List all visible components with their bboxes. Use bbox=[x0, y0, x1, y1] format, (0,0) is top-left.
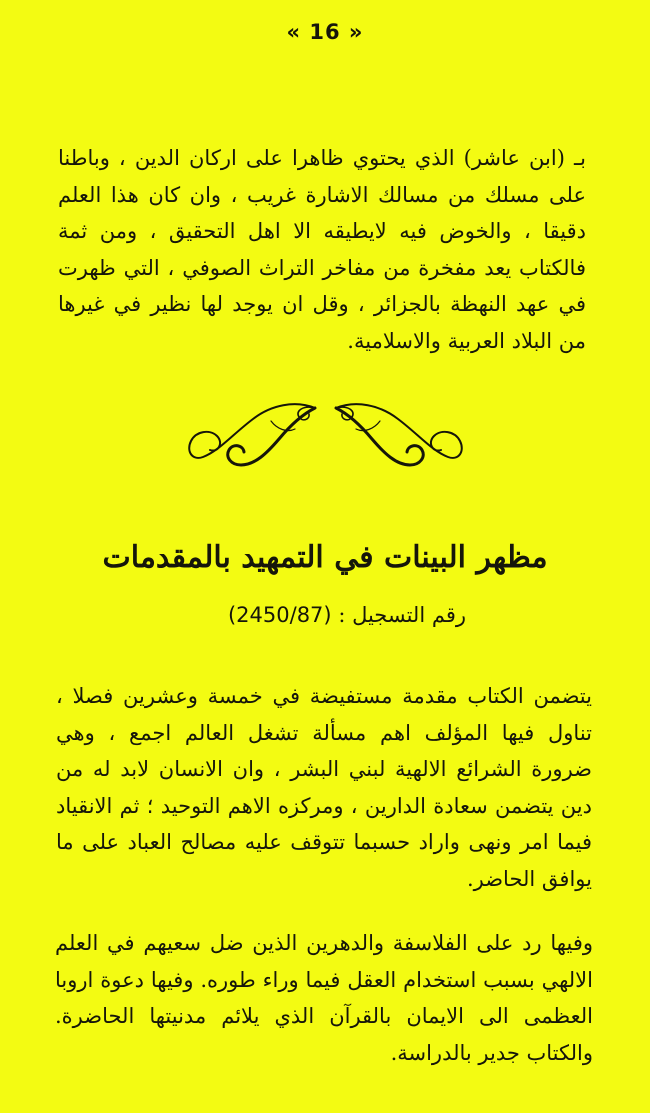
registration-line bbox=[228, 603, 466, 627]
book-title: مظهر البينات في التمهيد بالمقدمات bbox=[102, 540, 548, 575]
registration-label: رقم التسجيل : bbox=[338, 603, 466, 627]
registration-number: (2450/87) bbox=[227, 603, 332, 627]
flourish-right bbox=[336, 404, 462, 465]
page-number: « 16 » bbox=[286, 20, 364, 44]
intro-paragraph: بـ (ابن عاشر) الذي يحتوي ظاهرا على اركان الدين ، وباطنا على مسلك من مسالك الاشارة غريب ، وان كان هذا العلم دقيقا ، والخوض فيه لايطيقه الا اهل التحقيق ، ومن ثمة فالكتاب يعد مفخرة من مفاخر التراث الصوفي ، التي ظهرت في عهد النهظة بالجزائر ، وقل ان يوجد لها نظير في غيرها من البلاد العربية والاسلامية. bbox=[58, 146, 586, 353]
description-paragraph: يتضمن الكتاب مقدمة مستفيضة في خمسة وعشرين فصلا ، تناول فيها المؤلف اهم مسألة تشغل العالم اجمع ، وهي ضرورة الشرائع الالهية لبني البشر ، وان الانسان لابد له من دين يتضمن سعادة الدارين ، ومركزه الاهم التوحيد ؛ ثم الانقياد فيما امر ونهى واراد حسبما تتوقف عليه مصالح العباد على ما يوافق الحاضر. bbox=[56, 684, 592, 891]
flourish-left bbox=[189, 404, 315, 465]
description-paragraph: وفيها رد على الفلاسفة والدهرين الذين ضل سعيهم في العلم الالهي بسبب استخدام العقل فيما وراء طوره. وفيها دعوة اروبا العظمى الى الايمان بالقرآن الذي يلائم مدنيتها الحاضرة. والكتاب جدير بالدراسة. bbox=[55, 931, 593, 1065]
flourish-divider-icon bbox=[183, 395, 468, 475]
